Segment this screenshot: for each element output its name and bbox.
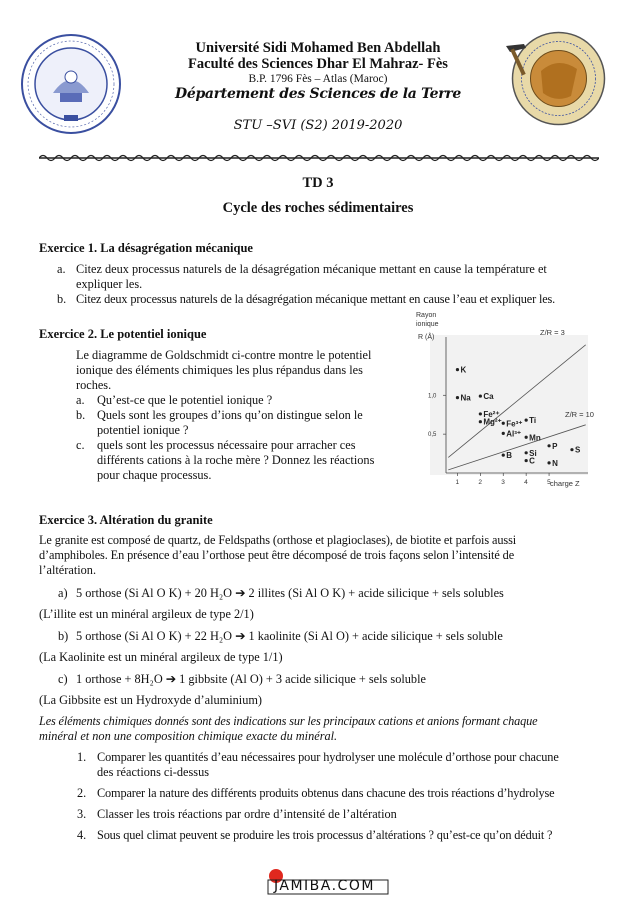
ex2-c-marker: c. — [76, 438, 85, 452]
point-Fe²⁺ — [479, 412, 482, 415]
chart-ylabel-line2: ionique — [416, 321, 439, 328]
reaction-c-marker: c) — [58, 672, 68, 686]
ex2-intro-line1: Le diagramme de Goldschmidt ci-contre montre le potentiel — [76, 348, 372, 362]
department-name: Département des Sciences de la Terre — [175, 86, 461, 102]
point-label: N — [552, 458, 558, 468]
ex3-intro-line2: d’amphiboles. En présence d’eau l’orthose peut être décomposé de trois façons selon l’intensité de — [39, 548, 515, 562]
faculty-name: Faculté des Sciences Dhar El Mahraz- Fès — [188, 56, 448, 72]
question-4-marker: 4. — [77, 828, 87, 842]
chart-ratio-label-3: Z/R = 3 — [540, 328, 565, 337]
chart-ylabel-line3: R (Å) — [418, 334, 435, 341]
point-label: K — [460, 365, 467, 375]
reaction-a: 5 orthose (Si Al O K) + 20 H₂O ➔ 2 illites (Si Al O K) + acide silicique + sels solubles — [76, 586, 504, 600]
ex2-intro-line3: roches. — [76, 378, 112, 392]
jamiba-logo-text: JAMIBA.COM — [274, 878, 375, 894]
ex2-b-line1: Quels sont les groupes d’ions qu’on distingue selon le — [97, 408, 363, 422]
exercise-3-heading: Exercice 3. Altération du granite — [39, 513, 213, 527]
reaction-b-marker: b) — [58, 629, 69, 643]
point-Si — [525, 451, 528, 454]
question-1-line1: Comparer les quantités d’eau nécessaires pour hydrolyser une molécule d’orthose pour chacune — [97, 750, 559, 764]
point-label: Na — [460, 393, 471, 403]
x-tick-label: 5 — [547, 479, 551, 486]
ex2-intro-line2: ionique des éléments chimiques les plus répandus dans les — [76, 363, 363, 377]
question-2-marker: 2. — [77, 786, 87, 800]
point-Al³⁺ — [502, 432, 505, 435]
x-tick-label: 1 — [455, 479, 460, 486]
question-3: Classer les trois réactions par ordre d’intensité de l’altération — [97, 807, 397, 821]
point-label: Ti — [529, 416, 537, 426]
ex1-b-marker: b. — [57, 292, 67, 306]
point-label: C — [529, 456, 535, 466]
note-kaolinite: (La Kaolinite est un minéral argileux de type 1/1) — [39, 650, 283, 664]
point-Na — [456, 396, 459, 399]
td-number: TD 3 — [302, 175, 334, 191]
italic-note-line1: Les éléments chimiques donnés sont des indications sur les principaux cations et anions formant chaque — [39, 714, 538, 728]
point-S — [570, 448, 573, 451]
reaction-b: 5 orthose (Si Al O K) + 22 H₂O ➔ 1 kaolinite (Si Al O) + acide silicique + sels soluble — [76, 629, 503, 643]
ex1-a-line1: Citez deux processus naturels de la désagrégation mécanique mettant en cause la température et — [76, 262, 547, 276]
point-Fe³⁺ — [502, 422, 505, 425]
chart-ratio-label-10: Z/R = 10 — [565, 410, 594, 419]
point-label: S — [574, 445, 581, 455]
question-2: Comparer la nature des différents produits obtenus dans chacune des trois réactions d’hydrolyse — [97, 786, 555, 800]
point-label: Fe³⁺ — [506, 419, 523, 429]
chart-ylabel-line1: Rayon — [416, 312, 437, 319]
point-label: Mg²⁺ — [483, 417, 502, 427]
ex2-a-marker: a. — [76, 393, 85, 407]
question-1-line2: des réactions ci-dessus — [97, 765, 210, 779]
reaction-a-marker: a) — [58, 586, 68, 600]
exercise-1-heading: Exercice 1. La désagrégation mécanique — [39, 241, 253, 255]
ex2-c-line2: différents cations à la roche mère ? Donnez les réactions — [97, 453, 375, 467]
point-label: Si — [529, 448, 537, 458]
university-name: Université Sidi Mohamed Ben Abdellah — [195, 40, 441, 56]
ex2-a-text: Qu’est-ce que le potentiel ionique ? — [97, 393, 273, 407]
point-Ti — [525, 419, 528, 422]
italic-note-line2: minéral et non une composition chimique exacte du minéral. — [39, 729, 338, 743]
y-tick-label: 1,0 — [428, 393, 437, 400]
program-year: STU –SVI (S2) 2019-2020 — [233, 118, 403, 133]
question-3-marker: 3. — [77, 807, 87, 821]
point-B — [502, 454, 505, 457]
ex3-intro-line3: l’altération. — [39, 563, 97, 577]
point-Mn — [525, 436, 528, 439]
ex1-a-marker: a. — [57, 262, 66, 276]
question-4: Sous quel climat peuvent se produire les trois processus d’altérations ? qu’est-ce qu’on déduit ? — [97, 828, 553, 842]
point-C — [525, 459, 528, 462]
x-tick-label: 2 — [478, 479, 482, 486]
ex2-c-line1: quels sont les processus nécessaire pour arracher ces — [97, 438, 356, 452]
y-tick-label: 0,5 — [428, 432, 437, 439]
point-K — [456, 368, 459, 371]
point-label: Al³⁺ — [506, 429, 522, 439]
point-P — [547, 444, 550, 447]
reaction-c: 1 orthose + 8H₂O ➔ 1 gibbsite (Al O) + 3 acide silicique + sels soluble — [76, 672, 426, 686]
x-tick-label: 3 — [501, 479, 505, 486]
ex3-intro-line1: Le granite est composé de quartz, de Feldspaths (orthose et plagioclases), de biotite et parfois aussi — [39, 533, 517, 547]
exercise-2-heading: Exercice 2. Le potentiel ionique — [39, 327, 207, 341]
point-Mg²⁺ — [479, 420, 482, 423]
question-1-marker: 1. — [77, 750, 87, 764]
note-illite: (L’illite est un minéral argileux de type 2/1) — [39, 607, 254, 621]
point-Ca — [479, 394, 482, 397]
address: B.P. 1796 Fès – Atlas (Maroc) — [248, 73, 388, 85]
point-label: Mn — [529, 433, 541, 443]
ex2-c-line3: pour chaque processus. — [97, 468, 212, 482]
point-label: Ca — [483, 392, 494, 402]
chart-xlabel: charge Z — [550, 479, 580, 488]
point-label: B — [506, 451, 513, 461]
ex1-b-line1: Citez deux processus naturels de la désagrégation mécanique mettant en cause l’eau et expliquer les. — [76, 292, 556, 306]
goldschmidt-diagram — [410, 305, 600, 495]
td-subject: Cycle des roches sédimentaires — [222, 200, 414, 216]
point-label: P — [552, 441, 558, 451]
point-N — [547, 461, 550, 464]
ex2-b-line2: potentiel ionique ? — [97, 423, 189, 437]
x-tick-label: 4 — [524, 479, 528, 486]
jamiba-logo — [262, 868, 392, 896]
ex1-a-line2: expliquer les. — [76, 277, 143, 291]
decorative-divider — [39, 150, 599, 160]
ex2-b-marker: b. — [76, 408, 86, 422]
point-label: Fe²⁺ — [483, 409, 500, 419]
note-gibbsite: (La Gibbsite est un Hydroxyde d’aluminium) — [39, 693, 263, 707]
